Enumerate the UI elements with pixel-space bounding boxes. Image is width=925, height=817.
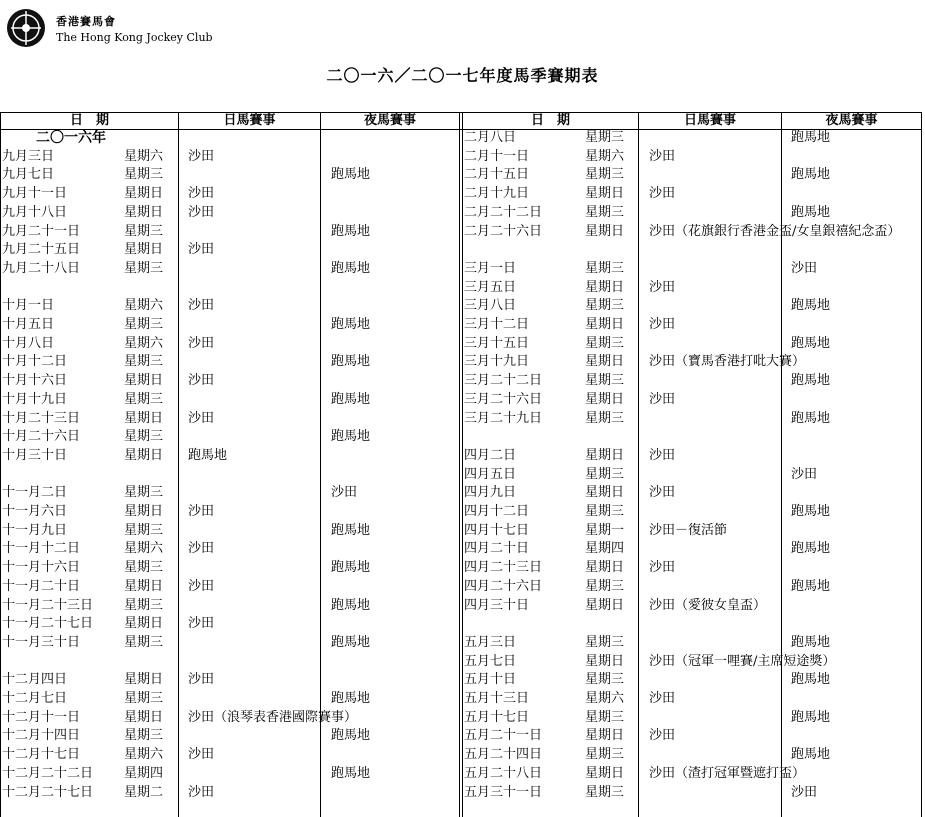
day-racing-cell: 沙田	[188, 410, 215, 426]
night-racing-cell: 跑馬地	[791, 541, 831, 557]
date-cell: 十月二十六日	[2, 429, 81, 445]
day-racing-cell: 沙田	[188, 578, 215, 594]
weekday-cell: 星期三	[585, 466, 625, 482]
schedule-row-right	[0, 260, 921, 278]
day-racing-cell: 沙田	[188, 335, 215, 351]
date-cell: 九月三日	[2, 148, 55, 164]
night-racing-cell: 跑馬地	[791, 373, 831, 389]
weekday-cell: 星期三	[124, 691, 164, 706]
date-cell: 十二月十四日	[2, 728, 81, 744]
day-racing-cell: 沙田	[188, 672, 215, 688]
date-cell: 二月二十二日	[464, 204, 543, 220]
night-racing-cell: 跑馬地	[791, 410, 831, 426]
weekday-cell: 星期三	[585, 578, 625, 594]
date-cell: 二月十九日	[464, 186, 530, 202]
weekday-cell: 星期三	[585, 373, 625, 389]
day-racing-cell: 沙田（寶馬香港打吡大賽）	[649, 354, 806, 370]
night-racing-cell: 跑馬地	[791, 747, 831, 763]
night-racing-cell: 跑馬地	[331, 223, 371, 239]
header-date-right: 日 期	[530, 113, 570, 128]
date-cell: 四月二日	[464, 447, 517, 463]
page-title: 二〇一六／二〇一七年度馬季賽期表	[326, 66, 599, 85]
weekday-cell: 星期日	[124, 578, 164, 594]
weekday-cell: 星期二	[124, 784, 164, 800]
weekday-cell: 星期三	[124, 354, 164, 370]
date-cell: 十月五日	[2, 317, 55, 332]
header-date-left: 日 期	[69, 113, 109, 128]
night-racing-cell: 跑馬地	[791, 298, 831, 314]
weekday-cell: 星期三	[124, 167, 164, 183]
schedule-row-right	[0, 185, 921, 203]
day-racing-cell: 沙田	[649, 317, 676, 332]
date-cell: 四月五日	[464, 466, 517, 482]
date-cell: 十月八日	[2, 335, 55, 351]
night-racing-cell: 跑馬地	[331, 765, 371, 781]
date-cell: 九月二十一日	[2, 223, 81, 239]
date-cell: 十二月十一日	[2, 709, 81, 725]
day-racing-cell: 沙田－復活節	[649, 522, 728, 538]
weekday-cell: 星期六	[124, 148, 164, 164]
weekday-cell: 星期三	[585, 747, 625, 763]
date-cell: 二月十一日	[464, 148, 530, 164]
date-cell: 十一月六日	[2, 504, 68, 519]
date-cell: 五月三十一日	[464, 784, 543, 800]
weekday-cell: 星期日	[124, 410, 164, 426]
weekday-cell: 星期六	[585, 691, 625, 706]
day-racing-cell: 沙田	[649, 279, 676, 295]
schedule-row-right	[0, 410, 921, 428]
schedule-row-right	[0, 129, 921, 147]
schedule-row-right	[0, 540, 921, 558]
weekday-cell: 星期三	[124, 485, 164, 501]
day-racing-cell: 沙田（浪琴表香港國際賽事）	[188, 709, 358, 725]
schedule-row-right	[0, 709, 921, 727]
date-cell: 十月十二日	[2, 354, 68, 370]
night-racing-cell: 跑馬地	[791, 130, 831, 145]
weekday-cell: 星期日	[124, 204, 164, 220]
date-cell: 十一月九日	[2, 522, 68, 538]
day-racing-cell: 沙田	[649, 186, 676, 202]
date-cell: 三月八日	[464, 298, 517, 314]
weekday-cell: 星期三	[124, 260, 164, 276]
weekday-cell: 星期六	[124, 541, 164, 557]
weekday-cell: 星期日	[585, 186, 625, 202]
date-cell: 二月八日	[464, 130, 517, 145]
weekday-cell: 星期三	[124, 317, 164, 332]
date-cell: 五月十三日	[464, 691, 530, 706]
weekday-cell: 星期日	[124, 504, 164, 519]
date-cell: 三月二十二日	[464, 373, 543, 389]
weekday-cell: 星期日	[585, 485, 625, 501]
day-racing-cell: 沙田	[649, 485, 676, 501]
day-racing-cell: 沙田	[649, 728, 676, 744]
weekday-cell: 星期日	[585, 223, 625, 239]
org-name-en: The Hong Kong Jockey Club	[56, 31, 213, 44]
night-racing-cell: 跑馬地	[331, 260, 371, 276]
night-racing-cell: 跑馬地	[331, 691, 371, 706]
day-racing-cell: 沙田	[188, 747, 215, 763]
weekday-cell: 星期三	[585, 260, 625, 276]
schedule-row-right	[0, 522, 921, 540]
weekday-cell: 星期日	[585, 597, 625, 613]
weekday-cell: 星期六	[585, 148, 625, 164]
day-racing-cell: 沙田（渣打冠軍暨遮打盃）	[649, 765, 806, 781]
date-cell: 九月十八日	[2, 204, 68, 220]
date-cell: 四月十二日	[464, 504, 530, 519]
day-racing-cell: 沙田（冠軍一哩賽/主席短途獎）	[649, 653, 836, 669]
date-cell: 三月十五日	[464, 335, 530, 351]
date-cell: 十二月二十二日	[2, 765, 94, 781]
night-racing-cell: 跑馬地	[331, 560, 371, 576]
weekday-cell: 星期日	[585, 560, 625, 576]
schedule-row-right	[0, 653, 921, 671]
weekday-cell: 星期三	[585, 204, 625, 220]
night-racing-cell: 跑馬地	[331, 354, 371, 370]
weekday-cell: 星期日	[124, 616, 164, 632]
schedule-row-right	[0, 746, 921, 764]
date-cell: 五月二十一日	[464, 728, 543, 744]
date-cell: 三月十九日	[464, 354, 530, 370]
date-cell: 四月二十三日	[464, 560, 543, 576]
weekday-cell: 星期三	[124, 391, 164, 407]
date-cell: 四月二十日	[464, 541, 530, 557]
night-racing-cell: 跑馬地	[331, 634, 371, 650]
schedule-row-left	[0, 615, 921, 633]
date-cell: 十二月七日	[2, 691, 68, 706]
date-cell: 三月二十九日	[464, 410, 543, 426]
date-cell: 十二月四日	[2, 672, 68, 688]
date-cell: 五月十七日	[464, 709, 530, 725]
weekday-cell: 星期三	[585, 130, 625, 145]
schedule-row-right	[0, 466, 921, 484]
weekday-cell: 星期三	[585, 167, 625, 183]
weekday-cell: 星期三	[585, 709, 625, 725]
date-cell: 十一月二日	[2, 485, 68, 501]
weekday-cell: 星期四	[585, 541, 625, 557]
date-cell: 五月三日	[464, 634, 517, 650]
date-cell: 九月十一日	[2, 186, 68, 202]
day-racing-cell: 沙田	[649, 560, 676, 576]
weekday-cell: 星期六	[124, 298, 164, 314]
schedule-row-right	[0, 578, 921, 596]
night-racing-cell: 跑馬地	[331, 167, 371, 183]
weekday-cell: 星期三	[585, 410, 625, 426]
weekday-cell: 星期六	[124, 747, 164, 763]
date-cell: 九月二十八日	[2, 260, 81, 276]
schedule-row-right	[0, 166, 921, 184]
weekday-cell: 星期日	[585, 447, 625, 463]
weekday-cell: 星期日	[124, 447, 164, 463]
weekday-cell: 星期三	[124, 429, 164, 445]
weekday-cell: 星期三	[585, 335, 625, 351]
day-racing-cell: 跑馬地	[188, 447, 228, 463]
date-cell: 十月三十日	[2, 447, 68, 463]
weekday-cell: 星期三	[585, 672, 625, 688]
day-racing-cell: 沙田	[188, 784, 215, 800]
schedule-row-right	[0, 316, 921, 334]
date-cell: 五月二十四日	[464, 747, 543, 763]
date-cell: 四月三十日	[464, 597, 530, 613]
date-cell: 三月一日	[464, 260, 517, 276]
date-cell: 二月二十六日	[464, 223, 543, 239]
weekday-cell: 星期一	[585, 522, 625, 538]
night-racing-cell: 跑馬地	[791, 672, 831, 688]
schedule-row-right	[0, 559, 921, 577]
night-racing-cell: 跑馬地	[791, 709, 831, 725]
day-racing-cell: 沙田	[649, 391, 676, 407]
schedule-row-right	[0, 727, 921, 745]
day-racing-cell: 沙田	[188, 616, 215, 632]
weekday-cell: 星期日	[585, 317, 625, 332]
schedule-row-right	[0, 335, 921, 353]
header-day-racing-left: 日馬賽事	[223, 113, 276, 128]
schedule-row-right	[0, 297, 921, 315]
day-racing-cell: 沙田	[188, 148, 215, 164]
date-cell: 十月十九日	[2, 391, 68, 407]
schedule-row-right	[0, 279, 921, 297]
night-racing-cell: 跑馬地	[791, 335, 831, 351]
day-racing-cell: 沙田	[188, 541, 215, 557]
day-racing-cell: 沙田（愛彼女皇盃）	[649, 597, 767, 613]
schedule-row-right	[0, 447, 921, 465]
year-label: 二〇一六年	[36, 130, 106, 146]
date-cell: 十二月十七日	[2, 747, 81, 763]
schedule-row-right	[0, 671, 921, 689]
weekday-cell: 星期日	[124, 672, 164, 688]
night-racing-cell: 跑馬地	[331, 391, 371, 407]
date-cell: 五月二十八日	[464, 765, 543, 781]
date-cell: 三月五日	[464, 279, 517, 295]
weekday-cell: 星期三	[124, 223, 164, 239]
date-cell: 十月一日	[2, 298, 55, 314]
weekday-cell: 星期日	[124, 373, 164, 389]
schedule-row-right	[0, 148, 921, 166]
date-cell: 四月十七日	[464, 522, 530, 538]
header-night-racing-left: 夜馬賽事	[363, 113, 416, 128]
schedule-row-right	[0, 690, 921, 708]
night-racing-cell: 跑馬地	[331, 597, 371, 613]
weekday-cell: 星期三	[124, 597, 164, 613]
weekday-cell: 星期三	[124, 522, 164, 538]
weekday-cell: 星期日	[585, 653, 625, 669]
schedule-row-right	[0, 391, 921, 409]
schedule-row-right	[0, 597, 921, 615]
weekday-cell: 星期四	[124, 765, 164, 781]
schedule-row-right	[0, 765, 921, 783]
day-racing-cell: 沙田	[649, 148, 676, 164]
date-cell: 十一月三十日	[2, 634, 81, 650]
night-racing-cell: 跑馬地	[331, 429, 371, 445]
weekday-cell: 星期六	[124, 335, 164, 351]
weekday-cell: 星期日	[585, 279, 625, 295]
date-cell: 十月二十三日	[2, 410, 81, 426]
day-racing-cell: 沙田	[188, 186, 215, 202]
night-racing-cell: 跑馬地	[791, 504, 831, 519]
weekday-cell: 星期三	[585, 298, 625, 314]
race-schedule-table	[0, 112, 922, 817]
date-cell: 二月十五日	[464, 167, 530, 183]
day-racing-cell: 沙田	[649, 447, 676, 463]
header-night-racing-right: 夜馬賽事	[825, 113, 878, 128]
weekday-cell: 星期三	[585, 504, 625, 519]
date-cell: 十一月二十三日	[2, 597, 94, 613]
date-cell: 五月七日	[464, 653, 517, 669]
schedule-row-right	[0, 484, 921, 502]
date-cell: 十一月二十七日	[2, 616, 94, 632]
date-cell: 四月九日	[464, 485, 517, 501]
night-racing-cell: 沙田	[791, 784, 818, 800]
weekday-cell: 星期日	[124, 186, 164, 202]
night-racing-cell: 跑馬地	[791, 204, 831, 220]
day-racing-cell: 沙田	[188, 204, 215, 220]
weekday-cell: 星期三	[585, 634, 625, 650]
schedule-row-left	[0, 428, 921, 446]
date-cell: 五月十日	[464, 672, 517, 688]
date-cell: 十一月二十日	[2, 578, 81, 594]
date-cell: 十二月二十七日	[2, 784, 94, 800]
schedule-row-right	[0, 634, 921, 652]
schedule-row-right	[0, 503, 921, 521]
schedule-row-right	[0, 223, 921, 241]
schedule-row-left	[0, 241, 921, 259]
date-cell: 三月二十六日	[464, 391, 543, 407]
night-racing-cell: 跑馬地	[791, 167, 831, 183]
org-name	[56, 14, 213, 46]
night-racing-cell: 沙田	[791, 466, 818, 482]
day-racing-cell: 沙田	[188, 298, 215, 314]
schedule-row-right	[0, 784, 921, 802]
weekday-cell: 星期三	[124, 728, 164, 744]
org-name-zh: 香港賽馬會	[56, 15, 116, 28]
night-racing-cell: 跑馬地	[331, 522, 371, 538]
hkjc-logo	[6, 8, 46, 48]
day-racing-cell: 沙田	[188, 242, 215, 258]
schedule-row-right	[0, 204, 921, 222]
date-cell: 十一月十二日	[2, 541, 81, 557]
date-cell: 十一月十六日	[2, 560, 81, 576]
weekday-cell: 星期日	[585, 391, 625, 407]
weekday-cell: 星期三	[124, 634, 164, 650]
date-cell: 十月十六日	[2, 373, 68, 389]
header-day-racing-right: 日馬賽事	[683, 113, 736, 128]
weekday-cell: 星期日	[585, 728, 625, 744]
date-cell: 九月七日	[2, 167, 55, 183]
night-racing-cell: 跑馬地	[331, 317, 371, 332]
night-racing-cell: 沙田	[331, 485, 358, 501]
day-racing-cell: 沙田	[649, 691, 676, 706]
night-racing-cell: 跑馬地	[791, 634, 831, 650]
night-racing-cell: 沙田	[791, 260, 818, 276]
date-cell: 四月二十六日	[464, 578, 543, 594]
weekday-cell: 星期日	[585, 765, 625, 781]
schedule-row-right	[0, 353, 921, 371]
date-cell: 九月二十五日	[2, 242, 81, 258]
night-racing-cell: 跑馬地	[791, 578, 831, 594]
schedule-row-right	[0, 372, 921, 390]
day-racing-cell: 沙田	[188, 373, 215, 389]
weekday-cell: 星期三	[585, 784, 625, 800]
day-racing-cell: 沙田（花旗銀行香港金盃/女皇銀禧紀念盃）	[649, 223, 901, 239]
weekday-cell: 星期三	[124, 560, 164, 576]
date-cell: 三月十二日	[464, 317, 530, 332]
weekday-cell: 星期日	[585, 354, 625, 370]
weekday-cell: 星期日	[124, 242, 164, 258]
weekday-cell: 星期日	[124, 709, 164, 725]
day-racing-cell: 沙田	[188, 504, 215, 519]
night-racing-cell: 跑馬地	[331, 728, 371, 744]
